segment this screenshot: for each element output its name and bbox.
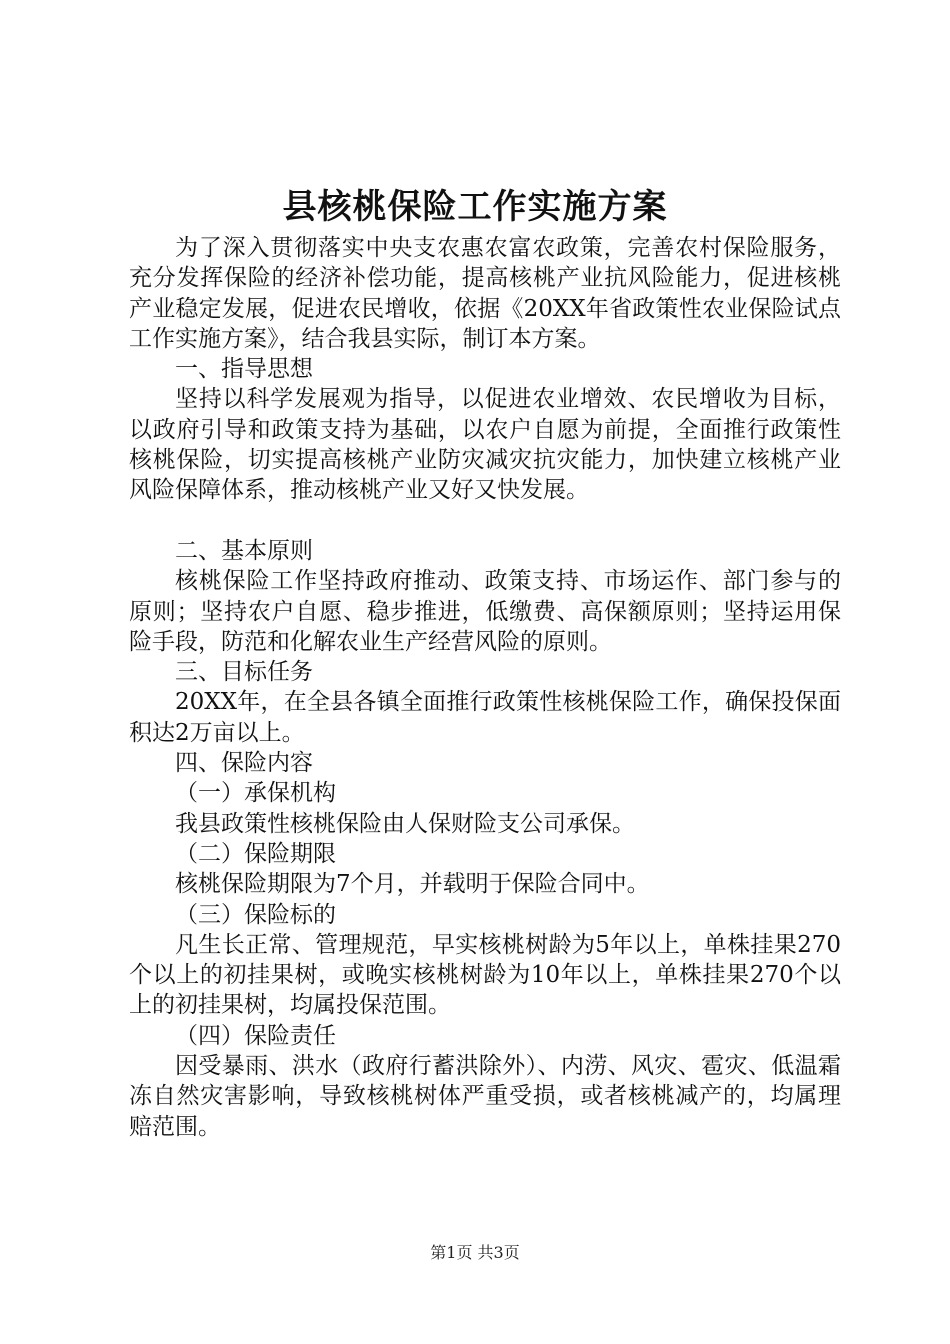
section-heading-targets: 三、目标任务: [175, 659, 313, 686]
subheading-underwriter: （一）承保机构: [175, 780, 336, 807]
section-heading-insurance-content: 四、保险内容: [175, 750, 313, 777]
document-title: 县核桃保险工作实施方案: [282, 187, 668, 227]
blank-line: [129, 506, 841, 536]
subheading-insured-subject: （三）保险标的: [175, 901, 336, 928]
intro-paragraph: 为了深入贯彻落实中央支农惠农富农政策，完善农村保险服务，充分发挥保险的经济补偿功能，提高核桃产业抗风险能力，促进核桃产业稳定发展，促进农民增收，依据《20XX年省政策性农业保险试点工作实施方案》，结合我县实际，制订本方案。: [129, 235, 841, 352]
insurance-liability-paragraph: 因受暴雨、洪水（政府行蓄洪除外）、内涝、风灾、雹灾、低温霜冻自然灾害影响，导致核桃树体严重受损，或者核桃减产的，均属理赔范围。: [129, 1053, 841, 1140]
section-heading-guiding-ideology: 一、指导思想: [175, 356, 313, 383]
insurance-period-paragraph: 核桃保险期限为7个月，并载明于保险合同中。: [175, 871, 650, 898]
basic-principles-paragraph: 核桃保险工作坚持政府推动、政策支持、市场运作、部门参与的原则；坚持农户自愿、稳步推进，低缴费、高保额原则；坚持运用保险手段，防范和化解农业生产经营风险的原则。: [129, 568, 841, 655]
subheading-insurance-period: （二）保险期限: [175, 840, 336, 867]
section-heading-basic-principles: 二、基本原则: [175, 537, 313, 564]
document-body: [129, 233, 841, 1142]
insured-subject-paragraph: 凡生长正常、管理规范，早实核桃树龄为5年以上，单株挂果270个以上的初挂果树，或晚实核桃树龄为10年以上，单株挂果270个以上的初挂果树，均属投保范围。: [129, 931, 841, 1019]
underwriter-paragraph: 我县政策性核桃保险由人保财险支公司承保。: [175, 810, 635, 837]
subheading-insurance-liability: （四）保险责任: [175, 1022, 336, 1049]
targets-paragraph: 20XX年，在全县各镇全面推行政策性核桃保险工作，确保投保面积达2万亩以上。: [129, 689, 841, 746]
page-footer: 第1页 共3页: [430, 1243, 520, 1262]
guiding-ideology-paragraph: 坚持以科学发展观为指导，以促进农业增效、农民增收为目标，以政府引导和政策支持为基础，以农户自愿为前提，全面推行政策性核桃保险，切实提高核桃产业防灾减灾抗灾能力，加快建立核桃产业风险保障体系，推动核桃产业又好又快发展。: [129, 386, 841, 504]
